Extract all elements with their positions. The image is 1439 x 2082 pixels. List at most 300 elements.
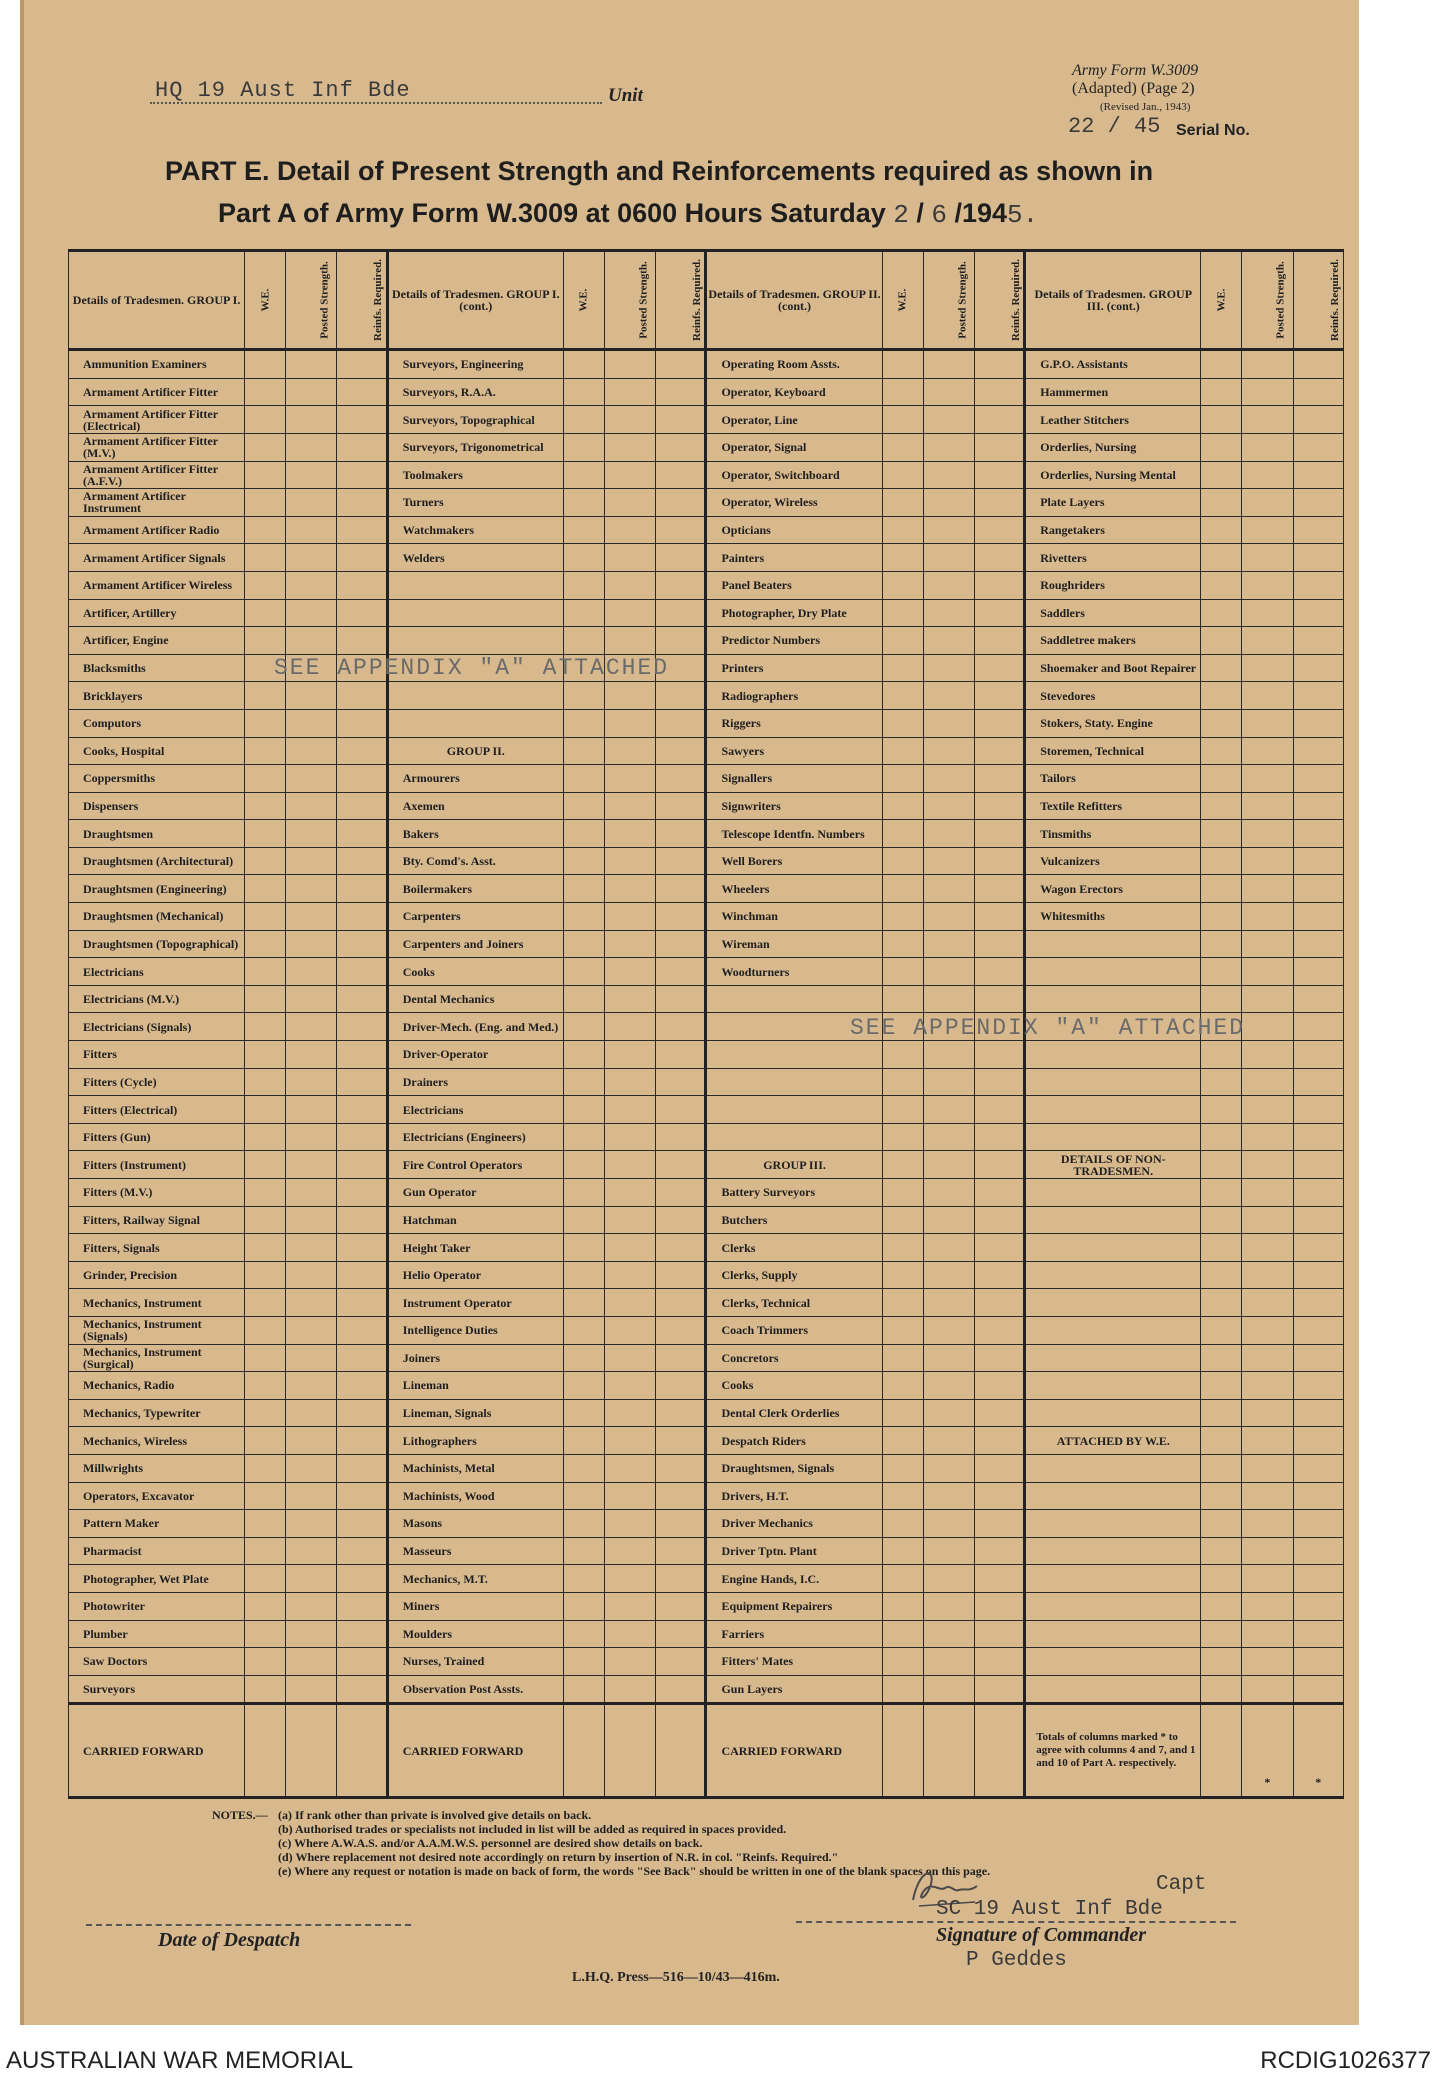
cell-reinfs xyxy=(1293,461,1343,489)
cell-posted xyxy=(604,1399,655,1427)
cell-we xyxy=(245,1179,286,1207)
table-row xyxy=(69,1123,1344,1151)
trade-name-cell: Armament Artificer Wireless xyxy=(69,571,245,599)
trade-name-cell: Armament Artificer Radio xyxy=(69,516,245,544)
cell-reinfs xyxy=(1293,489,1343,517)
trade-name-cell xyxy=(1025,1592,1201,1620)
cell-posted xyxy=(923,1289,974,1317)
cell-reinfs xyxy=(656,1565,706,1593)
cell-posted xyxy=(604,571,655,599)
trade-name-cell: DETAILS OF NON-TRADESMEN. xyxy=(1025,1151,1201,1179)
trade-name-cell: Cooks, Hospital xyxy=(69,737,245,765)
cell-posted xyxy=(923,378,974,406)
cell-posted xyxy=(286,1675,337,1704)
trade-name-cell: Storemen, Technical xyxy=(1025,737,1201,765)
cell-we xyxy=(563,1482,604,1510)
cell-we xyxy=(245,489,286,517)
header-we: W.E. xyxy=(245,251,286,350)
date-year-prefix: /194 xyxy=(946,198,1008,228)
trade-name-cell: Turners xyxy=(387,489,563,517)
cell-reinfs xyxy=(337,903,387,931)
cell-we xyxy=(563,1648,604,1676)
cell-reinfs xyxy=(974,1454,1024,1482)
cell-reinfs xyxy=(1293,1316,1343,1344)
cell-we xyxy=(882,792,923,820)
cell-reinfs xyxy=(974,1399,1024,1427)
trade-name-cell: Equipment Repairers xyxy=(706,1592,882,1620)
trade-name-cell: Lineman xyxy=(387,1372,563,1400)
cell-we xyxy=(882,737,923,765)
cell-posted xyxy=(1242,433,1293,461)
cell-reinfs xyxy=(656,406,706,434)
cell-posted xyxy=(604,1316,655,1344)
cell-reinfs xyxy=(974,461,1024,489)
cell-we xyxy=(563,1372,604,1400)
cell-reinfs xyxy=(337,1565,387,1593)
cell-reinfs xyxy=(656,544,706,572)
cell-reinfs xyxy=(1293,1096,1343,1124)
cell-we xyxy=(563,903,604,931)
cell-we xyxy=(882,350,923,379)
cell-posted xyxy=(604,709,655,737)
cell-posted xyxy=(923,516,974,544)
table-row xyxy=(69,1510,1344,1538)
cell-we xyxy=(882,1704,923,1798)
cell-posted xyxy=(286,1041,337,1069)
cell-we xyxy=(882,571,923,599)
trade-name-cell: Driver Mechanics xyxy=(706,1510,882,1538)
cell-reinfs xyxy=(337,1206,387,1234)
cell-we xyxy=(882,1427,923,1455)
cell-reinfs xyxy=(337,1592,387,1620)
cell-we xyxy=(1201,350,1242,379)
cell-posted xyxy=(923,1206,974,1234)
cell-posted xyxy=(286,544,337,572)
trade-name-cell: Joiners xyxy=(387,1344,563,1372)
cell-posted xyxy=(923,571,974,599)
cell-posted xyxy=(286,1454,337,1482)
cell-we xyxy=(882,875,923,903)
trade-name-cell xyxy=(1025,1096,1201,1124)
cell-reinfs xyxy=(1293,1565,1343,1593)
cell-posted xyxy=(923,1041,974,1069)
table-row xyxy=(69,1179,1344,1207)
cell-posted xyxy=(923,1648,974,1676)
cell-posted xyxy=(1242,875,1293,903)
cell-we xyxy=(563,1592,604,1620)
trade-name-cell: Boilermakers xyxy=(387,875,563,903)
cell-we xyxy=(245,875,286,903)
header-group1: Details of Tradesmen. GROUP I. xyxy=(69,251,245,350)
trade-name-cell: Roughriders xyxy=(1025,571,1201,599)
cell-posted xyxy=(923,1454,974,1482)
cell-we xyxy=(245,682,286,710)
trade-name-cell: Panel Beaters xyxy=(706,571,882,599)
cell-we xyxy=(563,1427,604,1455)
trade-name-cell: Draughtsmen xyxy=(69,820,245,848)
cell-posted xyxy=(1242,1289,1293,1317)
cell-posted xyxy=(604,1041,655,1069)
cell-posted xyxy=(286,406,337,434)
cell-reinfs xyxy=(337,1344,387,1372)
cell-posted xyxy=(923,1399,974,1427)
cell-posted xyxy=(1242,1427,1293,1455)
cell-we xyxy=(245,1620,286,1648)
cell-reinfs xyxy=(656,489,706,517)
trade-name-cell xyxy=(1025,930,1201,958)
carried-forward-label: CARRIED FORWARD xyxy=(387,1704,563,1798)
cell-posted xyxy=(604,847,655,875)
cell-posted xyxy=(286,958,337,986)
cell-reinfs xyxy=(974,1096,1024,1124)
cell-reinfs xyxy=(974,1068,1024,1096)
table-row xyxy=(69,1206,1344,1234)
trade-name-cell: Computors xyxy=(69,709,245,737)
trade-name-cell: Engine Hands, I.C. xyxy=(706,1565,882,1593)
trade-name-cell: Shoemaker and Boot Repairer xyxy=(1025,654,1201,682)
cell-we xyxy=(1201,1565,1242,1593)
cell-reinfs xyxy=(337,1648,387,1676)
cell-posted xyxy=(923,406,974,434)
cell-we xyxy=(563,516,604,544)
trade-name-cell: Mechanics, Radio xyxy=(69,1372,245,1400)
table-row xyxy=(69,461,1344,489)
trade-name-cell xyxy=(1025,1620,1201,1648)
cell-posted xyxy=(923,1179,974,1207)
cell-posted xyxy=(923,709,974,737)
unit-value: HQ 19 Aust Inf Bde xyxy=(155,78,411,103)
trade-name-cell: Signallers xyxy=(706,765,882,793)
cell-posted xyxy=(286,433,337,461)
date-year-suffix: 5. xyxy=(1007,200,1039,230)
cell-reinfs xyxy=(656,1041,706,1069)
cell-we xyxy=(563,1234,604,1262)
cell-we xyxy=(1201,820,1242,848)
trade-name-cell: Driver-Mech. (Eng. and Med.) xyxy=(387,1013,563,1041)
cell-reinfs xyxy=(974,820,1024,848)
press-imprint: L.H.Q. Press—516—10/43—416m. xyxy=(572,1970,780,1985)
cell-posted xyxy=(286,516,337,544)
trade-name-cell: Grinder, Precision xyxy=(69,1261,245,1289)
cell-posted xyxy=(1242,1620,1293,1648)
cell-we xyxy=(245,1123,286,1151)
cell-posted xyxy=(604,433,655,461)
cell-we xyxy=(245,350,286,379)
header-reinfs: Reinfs. Required. xyxy=(656,251,706,350)
cell-reinfs xyxy=(1293,903,1343,931)
trade-name-cell xyxy=(387,682,563,710)
cell-we xyxy=(563,985,604,1013)
trade-name-cell: Moulders xyxy=(387,1620,563,1648)
cell-posted xyxy=(1242,1344,1293,1372)
cell-posted xyxy=(286,682,337,710)
cell-we xyxy=(245,737,286,765)
trade-name-cell: Plate Layers xyxy=(1025,489,1201,517)
cell-reinfs xyxy=(1293,1537,1343,1565)
table-row xyxy=(69,627,1344,655)
cell-posted xyxy=(604,1565,655,1593)
cell-posted xyxy=(1242,1261,1293,1289)
table-row xyxy=(69,350,1344,379)
totals-note: Totals of columns marked * to agree with columns 4 and 7, and 1 and 10 of Part A. respectively. xyxy=(1025,1704,1201,1798)
cell-we xyxy=(245,1344,286,1372)
cell-reinfs xyxy=(656,627,706,655)
cell-we xyxy=(563,1316,604,1344)
cell-posted xyxy=(286,847,337,875)
table-row xyxy=(69,516,1344,544)
cell-reinfs xyxy=(1293,378,1343,406)
header-reinfs: Reinfs. Required. xyxy=(337,251,387,350)
cell-we xyxy=(245,544,286,572)
trade-name-cell: Despatch Riders xyxy=(706,1427,882,1455)
cell-we xyxy=(882,1151,923,1179)
cell-posted xyxy=(1242,489,1293,517)
trade-name-cell: Electricians xyxy=(387,1096,563,1124)
trade-name-cell: Fire Control Operators xyxy=(387,1151,563,1179)
cell-reinfs xyxy=(1293,1482,1343,1510)
cell-we xyxy=(563,1675,604,1704)
cell-reinfs xyxy=(337,1261,387,1289)
trade-name-cell: Hammermen xyxy=(1025,378,1201,406)
trade-name-cell: G.P.O. Assistants xyxy=(1025,350,1201,379)
cell-posted xyxy=(286,903,337,931)
trade-name-cell: Bty. Comd's. Asst. xyxy=(387,847,563,875)
date-month: 6 xyxy=(931,200,947,230)
cell-posted xyxy=(1242,1675,1293,1704)
cell-posted xyxy=(286,1648,337,1676)
cell-posted xyxy=(286,1096,337,1124)
table-row xyxy=(69,1565,1344,1593)
cell-reinfs xyxy=(656,709,706,737)
cell-we xyxy=(563,1096,604,1124)
cell-posted xyxy=(604,1704,655,1798)
cell-reinfs xyxy=(656,571,706,599)
cell-we xyxy=(1201,792,1242,820)
cell-reinfs xyxy=(656,875,706,903)
cell-posted xyxy=(604,1289,655,1317)
cell-reinfs xyxy=(656,1510,706,1538)
cell-reinfs xyxy=(1293,875,1343,903)
cell-we xyxy=(245,792,286,820)
cell-reinfs xyxy=(337,571,387,599)
appendix-stamp-2: SEE APPENDIX "A" ATTACHED xyxy=(850,1015,1246,1041)
table-row xyxy=(69,1372,1344,1400)
cell-reinfs xyxy=(974,516,1024,544)
cell-posted xyxy=(604,1096,655,1124)
cell-we xyxy=(1201,1592,1242,1620)
trade-name-cell: Photographer, Dry Plate xyxy=(706,599,882,627)
trade-name-cell: Saddletree makers xyxy=(1025,627,1201,655)
despatch-date-line xyxy=(86,1924,411,1926)
cell-posted xyxy=(286,1151,337,1179)
cell-we xyxy=(882,682,923,710)
cell-posted xyxy=(1242,1316,1293,1344)
cell-we xyxy=(1201,1344,1242,1372)
cell-we xyxy=(245,1068,286,1096)
trade-name-cell: Draughtsmen, Signals xyxy=(706,1454,882,1482)
cell-reinfs xyxy=(1293,847,1343,875)
cell-reinfs xyxy=(974,1316,1024,1344)
serial-label: Serial No. xyxy=(1176,122,1250,139)
cell-we xyxy=(563,599,604,627)
table-row xyxy=(69,1151,1344,1179)
trade-name-cell: Draughtsmen (Architectural) xyxy=(69,847,245,875)
cell-we xyxy=(1201,654,1242,682)
cell-posted xyxy=(604,627,655,655)
note-d xyxy=(212,1850,990,1864)
signatory-unit: SC 19 Aust Inf Bde xyxy=(936,1898,1163,1921)
table-row xyxy=(69,433,1344,461)
cell-posted xyxy=(923,433,974,461)
trade-name-cell: Instrument Operator xyxy=(387,1289,563,1317)
cell-posted xyxy=(286,461,337,489)
trade-name-cell: Dispensers xyxy=(69,792,245,820)
cell-we xyxy=(563,489,604,517)
table-row xyxy=(69,1537,1344,1565)
cell-posted xyxy=(1242,737,1293,765)
cell-posted xyxy=(604,682,655,710)
trade-name-cell: Operator, Wireless xyxy=(706,489,882,517)
cell-reinfs xyxy=(1293,1041,1343,1069)
trade-name-cell: Blacksmiths xyxy=(69,654,245,682)
cell-posted xyxy=(1242,1041,1293,1069)
trade-name-cell: Fitters xyxy=(69,1041,245,1069)
cell-posted xyxy=(604,599,655,627)
cell-posted xyxy=(286,1289,337,1317)
cell-reinfs xyxy=(337,489,387,517)
cell-reinfs xyxy=(1293,1675,1343,1704)
cell-we xyxy=(1201,461,1242,489)
cell-we xyxy=(1201,1234,1242,1262)
trade-name-cell xyxy=(1025,1234,1201,1262)
table-row xyxy=(69,875,1344,903)
header-group2-cont: Details of Tradesmen. GROUP II. (cont.) xyxy=(706,251,882,350)
cell-posted xyxy=(1242,1206,1293,1234)
cell-reinfs xyxy=(974,571,1024,599)
cell-we xyxy=(245,433,286,461)
cell-we xyxy=(882,1565,923,1593)
cell-we xyxy=(245,406,286,434)
cell-reinfs xyxy=(656,1482,706,1510)
cell-posted xyxy=(1242,903,1293,931)
cell-posted xyxy=(286,1344,337,1372)
cell-reinfs xyxy=(656,1427,706,1455)
cell-posted xyxy=(286,1592,337,1620)
cell-we xyxy=(882,544,923,572)
table-row xyxy=(69,709,1344,737)
table-row xyxy=(69,903,1344,931)
trade-name-cell: Axemen xyxy=(387,792,563,820)
cell-we xyxy=(1201,1179,1242,1207)
cell-we xyxy=(882,1179,923,1207)
trade-name-cell: Operator, Switchboard xyxy=(706,461,882,489)
table-row xyxy=(69,682,1344,710)
trade-name-cell: Fitters (Cycle) xyxy=(69,1068,245,1096)
cell-we xyxy=(882,1537,923,1565)
trade-name-cell: Photowriter xyxy=(69,1592,245,1620)
cell-we xyxy=(563,406,604,434)
cell-reinfs xyxy=(974,958,1024,986)
cell-posted xyxy=(1242,654,1293,682)
trade-name-cell: Clerks, Technical xyxy=(706,1289,882,1317)
cell-reinfs xyxy=(974,433,1024,461)
cell-we xyxy=(563,1068,604,1096)
cell-we xyxy=(245,709,286,737)
cell-we xyxy=(882,433,923,461)
trade-name-cell: Clerks xyxy=(706,1234,882,1262)
cell-reinfs xyxy=(656,350,706,379)
cell-posted xyxy=(286,1399,337,1427)
trade-name-cell xyxy=(1025,1454,1201,1482)
cell-reinfs xyxy=(337,350,387,379)
cell-we xyxy=(245,1399,286,1427)
cell-reinfs xyxy=(1293,930,1343,958)
cell-reinfs xyxy=(974,1537,1024,1565)
cell-we xyxy=(882,958,923,986)
notes-lead: NOTES.— xyxy=(212,1808,268,1822)
cell-reinfs xyxy=(656,1234,706,1262)
cell-reinfs xyxy=(337,1427,387,1455)
cell-reinfs xyxy=(656,1096,706,1124)
cell-we xyxy=(882,489,923,517)
cell-reinfs xyxy=(656,985,706,1013)
trade-name-cell: Well Borers xyxy=(706,847,882,875)
cell-posted xyxy=(604,1344,655,1372)
cell-we xyxy=(882,1041,923,1069)
trade-name-cell: Wheelers xyxy=(706,875,882,903)
table-header-row xyxy=(69,251,1344,350)
cell-reinfs xyxy=(974,682,1024,710)
cell-posted xyxy=(1242,1096,1293,1124)
cell-posted xyxy=(1242,1151,1293,1179)
cell-posted xyxy=(1242,1068,1293,1096)
cell-we xyxy=(1201,1068,1242,1096)
cell-reinfs xyxy=(337,627,387,655)
cell-posted xyxy=(286,599,337,627)
cell-reinfs xyxy=(656,1013,706,1041)
cell-we xyxy=(882,1344,923,1372)
trade-name-cell: Millwrights xyxy=(69,1454,245,1482)
cell-reinfs xyxy=(1293,350,1343,379)
unit-label: Unit xyxy=(608,85,643,106)
trade-name-cell: Whitesmiths xyxy=(1025,903,1201,931)
cell-we xyxy=(563,1704,604,1798)
cell-posted xyxy=(923,765,974,793)
cell-posted xyxy=(286,1482,337,1510)
trade-name-cell: Mechanics, Wireless xyxy=(69,1427,245,1455)
form-name: Army Form W.3009 xyxy=(1072,62,1199,79)
cell-posted xyxy=(923,1592,974,1620)
cell-we xyxy=(563,571,604,599)
cell-posted xyxy=(286,1206,337,1234)
table-row xyxy=(69,1620,1344,1648)
cell-we xyxy=(1201,1316,1242,1344)
cell-reinfs xyxy=(974,599,1024,627)
cell-we xyxy=(1201,599,1242,627)
cell-we xyxy=(882,1620,923,1648)
cell-reinfs xyxy=(656,433,706,461)
trade-name-cell: Stevedores xyxy=(1025,682,1201,710)
trade-name-cell xyxy=(387,571,563,599)
table-row xyxy=(69,1592,1344,1620)
cell-reinfs xyxy=(974,1510,1024,1538)
cell-posted xyxy=(923,1704,974,1798)
cell-posted xyxy=(286,1013,337,1041)
trade-name-cell: Operator, Line xyxy=(706,406,882,434)
signatory-rank: Capt xyxy=(1156,1873,1207,1896)
trade-name-cell: Intelligence Duties xyxy=(387,1316,563,1344)
cell-we xyxy=(563,1151,604,1179)
